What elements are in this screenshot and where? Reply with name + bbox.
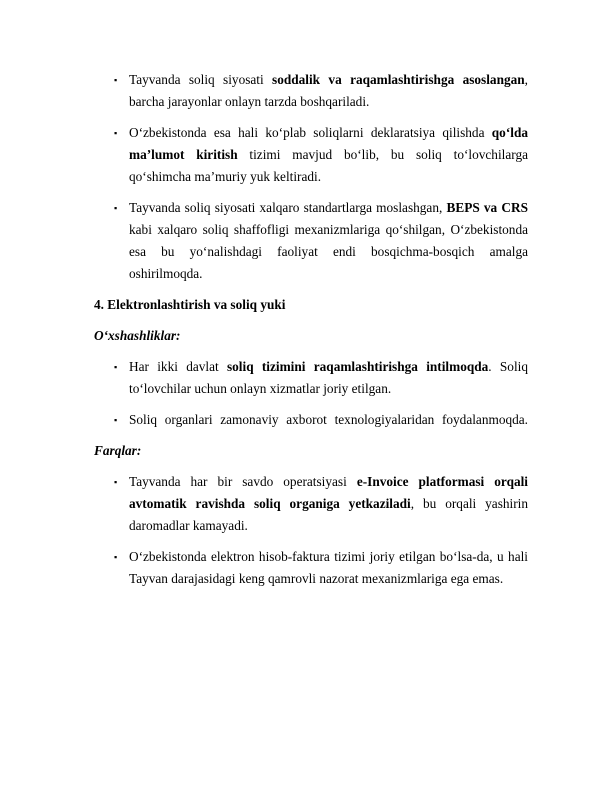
text-run: kabi xalqaro soliq shaffofligi mexanizmlariga qo‘shilgan, O‘zbekistonda esa bu yo‘nalishdagi faoliyat endi bosqichma-bosqich amalga oshirilmoqda.	[129, 222, 528, 281]
bold-text-run: soddalik va raqamlashtirishga asoslangan	[272, 72, 525, 87]
text-run: Tayvanda har bir savdo operatsiyasi	[129, 474, 357, 489]
bullet-icon: ▪	[114, 552, 118, 562]
bullet-text	[129, 356, 528, 400]
bold-text-run: BEPS va CRS	[446, 200, 528, 215]
text-run: . Soliq to‘lovchilar uchun onlayn xizmatlar joriy etilgan.	[129, 359, 528, 396]
bullet-text	[129, 409, 528, 431]
text-run: Har ikki davlat	[129, 359, 227, 374]
text-run: O‘zbekistonda esa hali ko‘plab soliqlarni deklaratsiya qilishda	[129, 125, 492, 140]
text-run: Tayvanda soliq siyosati xalqaro standartlarga moslashgan,	[129, 200, 447, 215]
text-run: , barcha jarayonlar onlayn tarzda boshqariladi.	[129, 72, 528, 109]
list-item	[94, 546, 528, 590]
similarities-heading: O‘xshashliklar:	[94, 328, 181, 343]
bullet-icon: ▪	[114, 75, 118, 85]
bold-text-run: e-Invoice platformasi orqali avtomatik ravishda soliq organiga yetkaziladi	[129, 474, 528, 511]
text-run: O‘zbekistonda elektron hisob-faktura tizimi joriy etilgan bo‘lsa-da, u hali Tayvan darajasidagi keng qamrovli nazorat mexanizmlariga ega emas.	[129, 549, 528, 586]
similarities-bullet-list	[94, 356, 528, 431]
list-item	[94, 69, 528, 113]
bullet-icon: ▪	[114, 203, 118, 213]
text-run: Soliq organlari zamonaviy axborot texnologiyalaridan foydalanmoqda.	[129, 412, 528, 427]
bullet-text	[129, 546, 528, 590]
list-item	[94, 409, 528, 431]
list-item	[94, 197, 528, 285]
text-run: tizimi mavjud bo‘lib, bu soliq to‘lovchilarga qo‘shimcha ma’muriy yuk keltiradi.	[129, 147, 528, 184]
document-body	[94, 69, 528, 599]
bullet-icon: ▪	[114, 415, 118, 425]
bold-text-run: qo‘lda ma’lumot kiritish	[129, 125, 528, 162]
section-heading: 4. Elektronlashtirish va soliq yuki	[94, 297, 286, 312]
bullet-icon: ▪	[114, 477, 118, 487]
list-item	[94, 122, 528, 188]
intro-bullet-list	[94, 69, 528, 285]
differences-bullet-list	[94, 471, 528, 590]
bullet-text	[129, 471, 528, 537]
bullet-text	[129, 197, 528, 285]
bullet-icon: ▪	[114, 362, 118, 372]
text-run: Tayvanda soliq siyosati	[129, 72, 273, 87]
bullet-text	[129, 122, 528, 188]
bold-text-run: soliq tizimini raqamlashtirishga intilmoqda	[226, 359, 489, 374]
list-item	[94, 356, 528, 400]
differences-heading: Farqlar:	[94, 443, 142, 458]
list-item	[94, 471, 528, 537]
text-run: , bu orqali yashirin daromadlar kamayadi.	[129, 496, 528, 533]
bullet-icon: ▪	[114, 128, 118, 138]
bullet-text	[129, 69, 528, 113]
